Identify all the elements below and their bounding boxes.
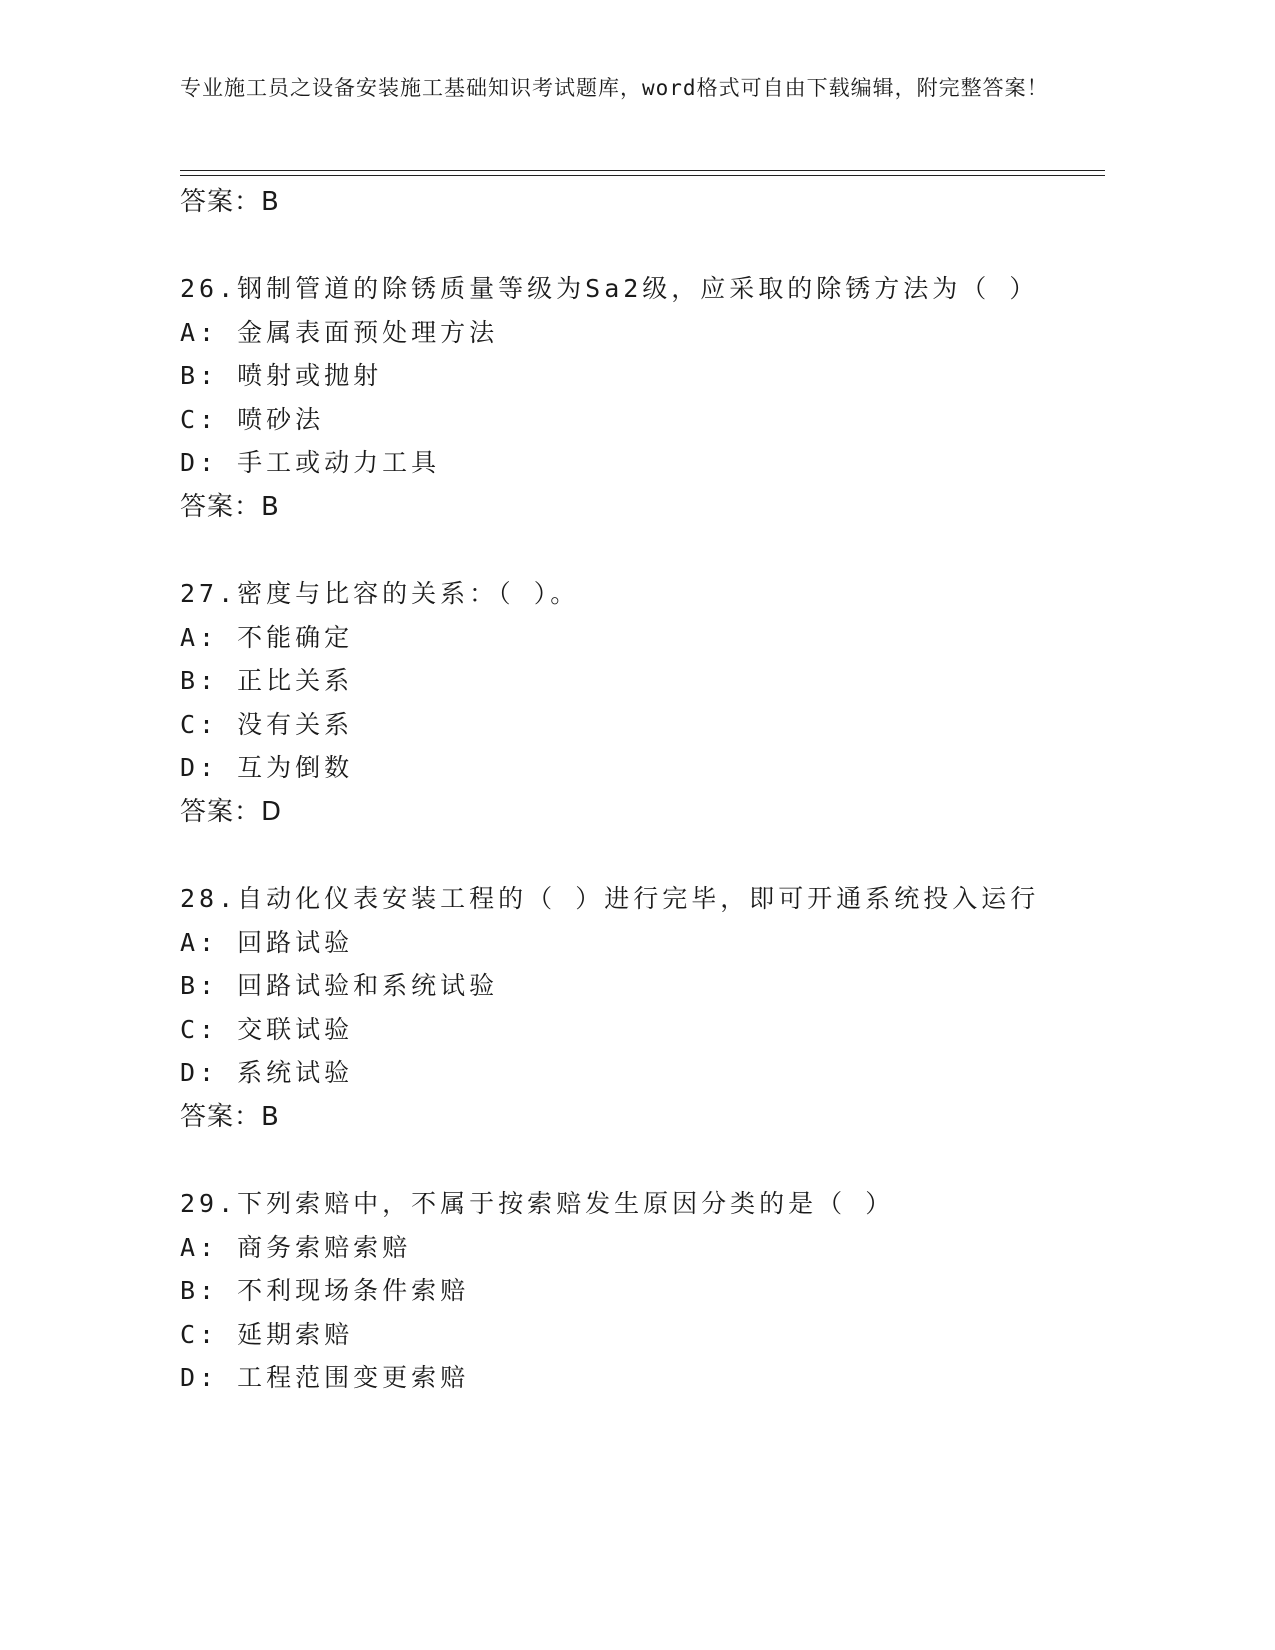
q27-answer: 答案：D: [180, 797, 283, 827]
q27-option-d: D: 互为倒数: [180, 753, 354, 782]
q28-option-a: A: 回路试验: [180, 928, 354, 957]
q29-option-c: C: 延期索赔: [180, 1320, 354, 1349]
q28-answer: 答案：B: [180, 1102, 280, 1132]
q28-option-d: D: 系统试验: [180, 1058, 354, 1087]
q27-option-a: A: 不能确定: [180, 623, 354, 652]
q27-option-c: C: 没有关系: [180, 710, 354, 739]
header-divider-bottom: [180, 175, 1105, 176]
q29-option-a: A: 商务索赔索赔: [180, 1233, 412, 1262]
header-divider-top: [180, 170, 1105, 171]
question-28: 28.自动化仪表安装工程的（ ）进行完毕，即可开通系统投入运行: [180, 884, 1040, 913]
q29-option-d: D: 工程范围变更索赔: [180, 1363, 470, 1392]
q26-answer: 答案：B: [180, 492, 280, 522]
q26-option-c: C: 喷砂法: [180, 405, 325, 434]
q28-option-b: B: 回路试验和系统试验: [180, 971, 499, 1000]
question-29: 29.下列索赔中，不属于按索赔发生原因分类的是（ ）: [180, 1189, 895, 1218]
q26-option-a: A: 金属表面预处理方法: [180, 318, 499, 347]
question-27: 27.密度与比容的关系：（ ）。: [180, 579, 580, 608]
question-26: 26.钢制管道的除锈质量等级为Sa2级，应采取的除锈方法为（ ）: [180, 274, 1039, 303]
q29-option-b: B: 不利现场条件索赔: [180, 1276, 470, 1305]
q27-option-b: B: 正比关系: [180, 666, 354, 695]
document-header: 专业施工员之设备安装施工基础知识考试题库，word格式可自由下载编辑，附完整答案！: [180, 76, 1049, 100]
q26-option-d: D: 手工或动力工具: [180, 448, 441, 477]
q26-option-b: B: 喷射或抛射: [180, 361, 383, 390]
q28-option-c: C: 交联试验: [180, 1015, 354, 1044]
answer-prev: 答案：B: [180, 187, 280, 217]
